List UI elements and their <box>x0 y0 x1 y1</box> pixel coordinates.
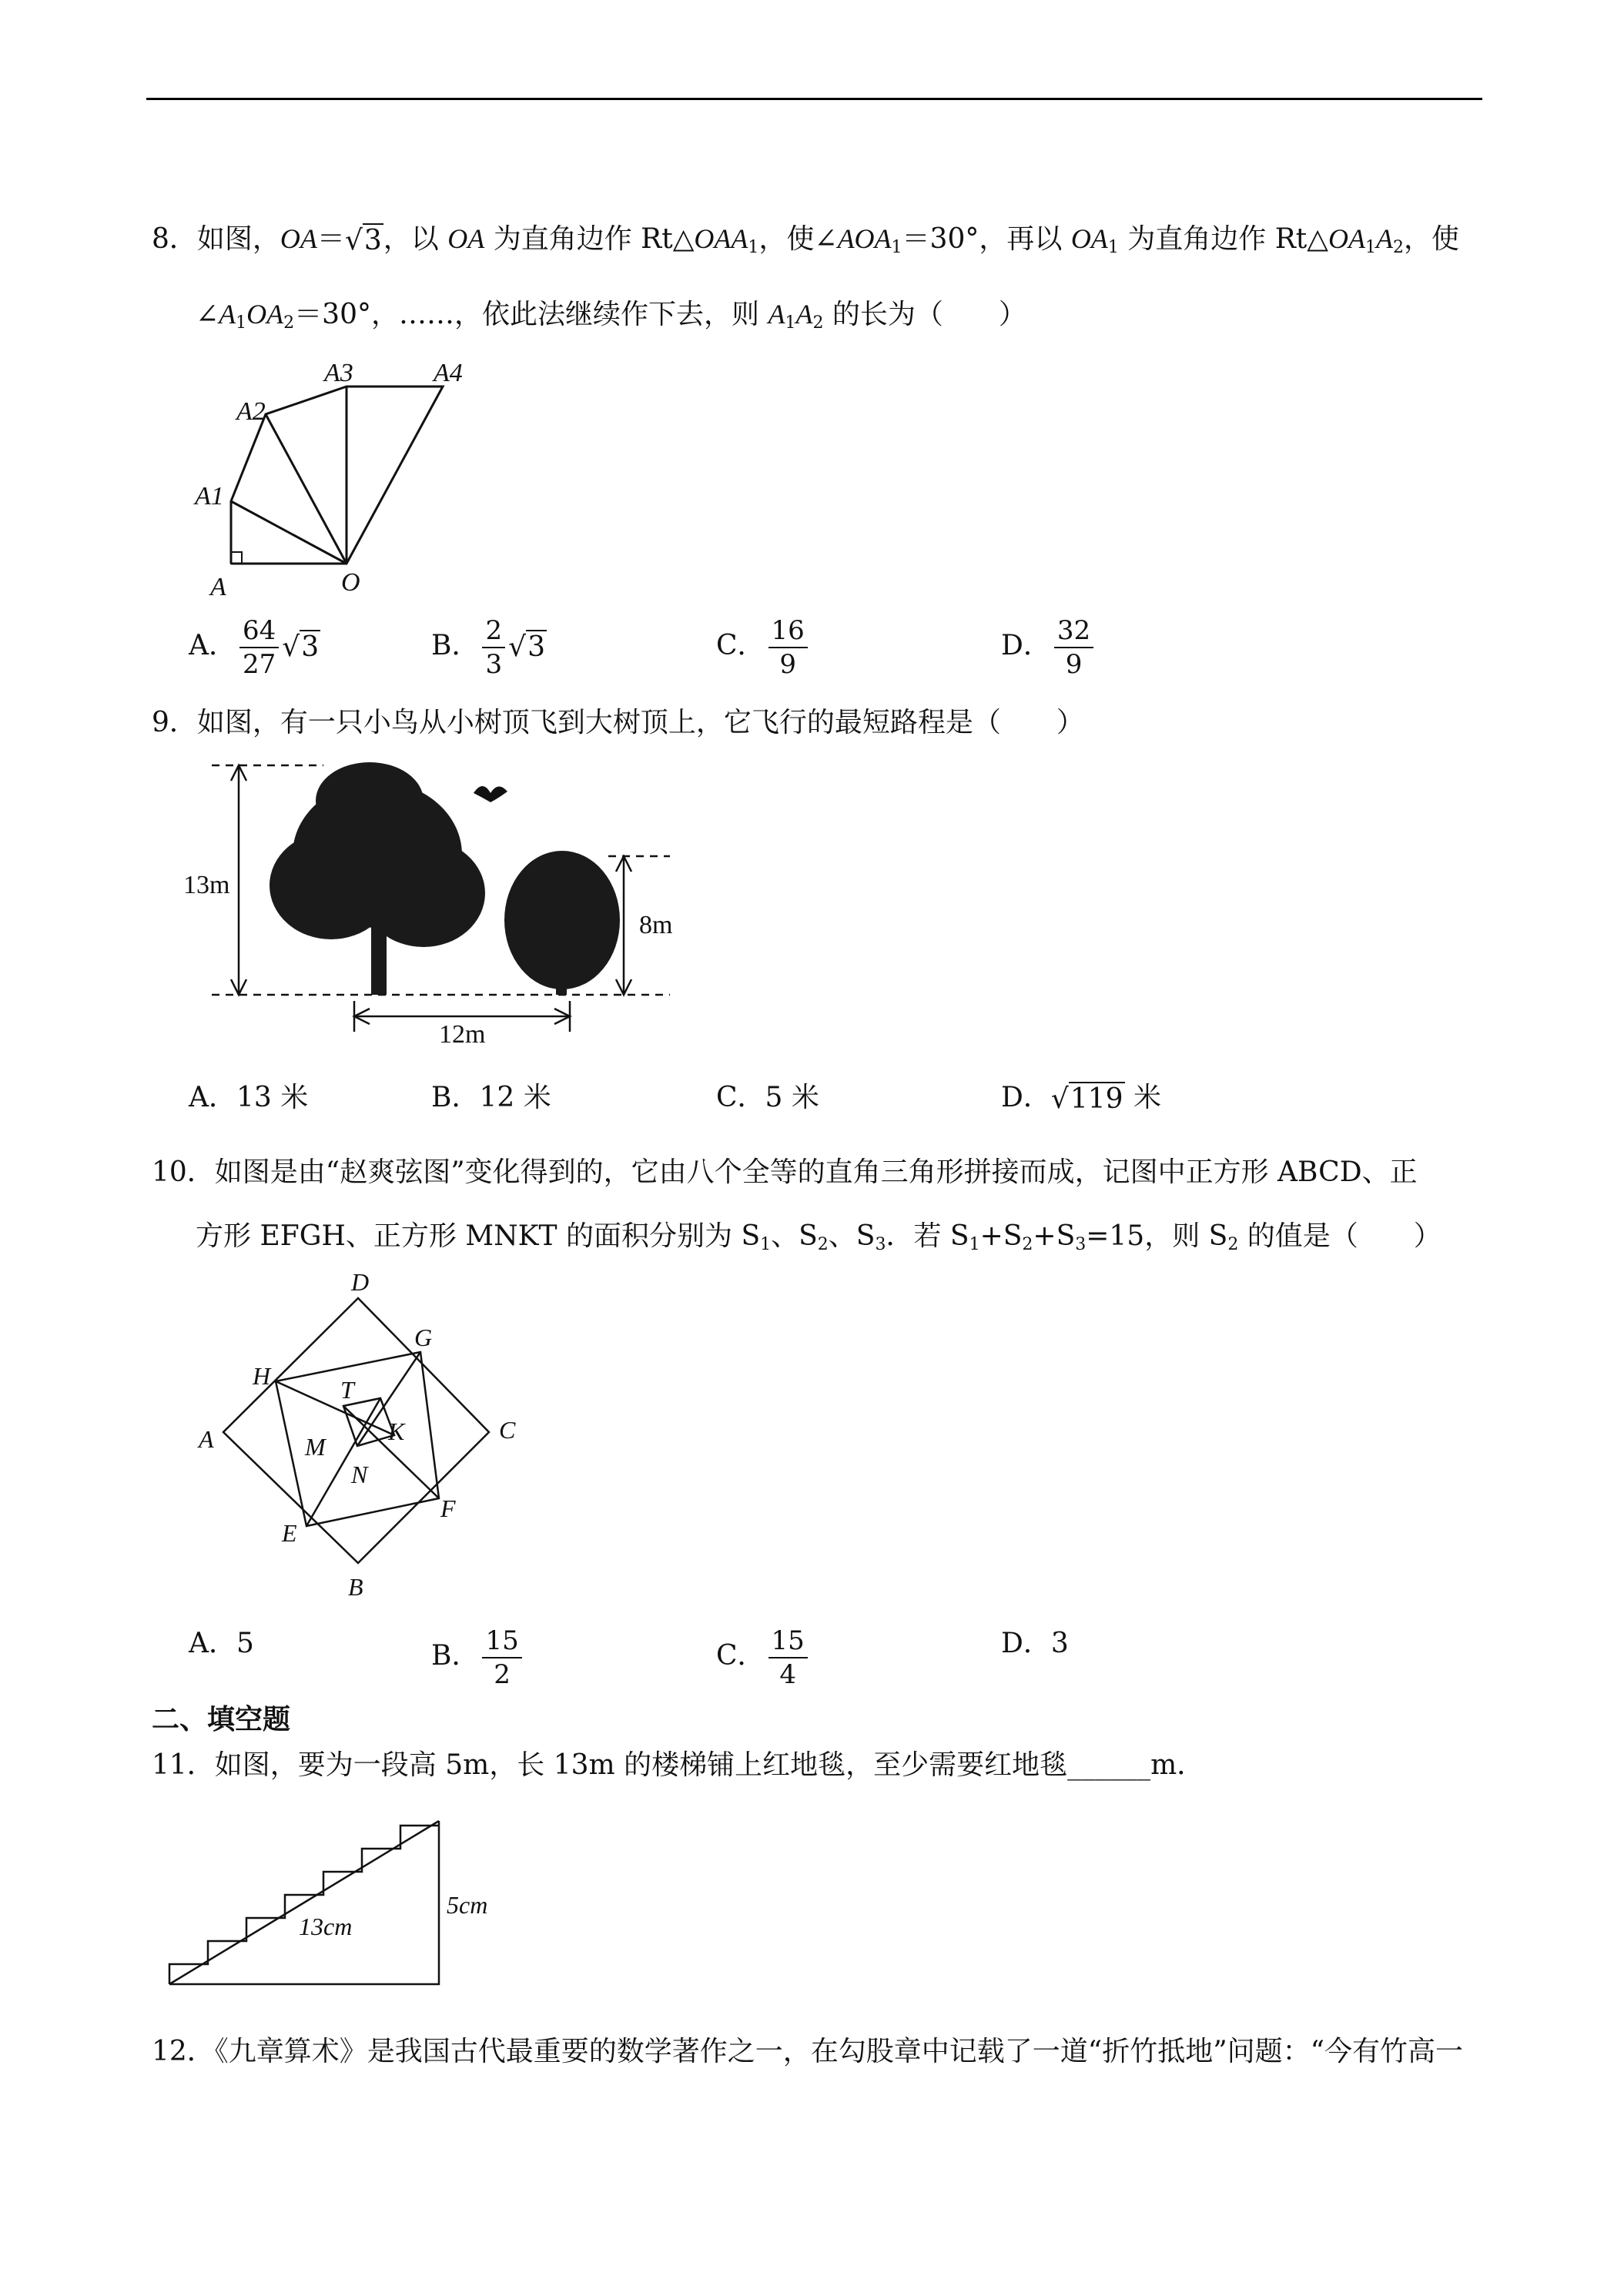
label-D: D <box>351 1268 370 1296</box>
q9-figure <box>177 755 701 1047</box>
section-title-fill-blank: 二、填空题 <box>152 1704 291 1735</box>
label-12m: 12m <box>439 1020 486 1047</box>
label-G: G <box>414 1324 433 1351</box>
q9-text: 9．如图，有一只小鸟从小树顶飞到大树顶上，它飞行的最短路程是（ ） <box>152 707 1084 738</box>
label-A2: A2 <box>236 397 266 426</box>
q10-line1: 10．如图是由“赵爽弦图”变化得到的，它由八个全等的直角三角形拼接而成，记图中正方形 ABCD、正 <box>152 1156 1418 1188</box>
q8-option-d[interactable]: D． $\frac{32}{9}$ <box>1001 616 1097 679</box>
label-A1: A1 <box>195 482 224 510</box>
q9-option-b[interactable]: B．12 米 <box>431 1082 551 1113</box>
q11-text: 11．如图，要为一段高 5m，长 13m 的楼梯铺上红地毯，至少需要红地毯______m． <box>152 1749 1205 1781</box>
label-8m: 8m <box>639 911 673 939</box>
label-13cm: 13cm <box>299 1913 353 1940</box>
label-A: A <box>199 1425 214 1453</box>
q10-option-b[interactable]: B． $\frac{15}{2}$ <box>431 1626 525 1689</box>
label-A3: A3 <box>324 359 353 387</box>
label-C: C <box>499 1416 516 1444</box>
q9-option-c[interactable]: C．5 米 <box>716 1082 819 1113</box>
q11-figure <box>162 1813 516 1998</box>
q8-option-b[interactable]: B． $\frac{2}{3}$ √3 <box>431 615 545 680</box>
small-tree-image <box>504 851 620 995</box>
q8-option-c[interactable]: C． $\frac{16}{9}$ <box>716 616 811 679</box>
label-M: M <box>305 1433 326 1461</box>
q10-option-c[interactable]: C． $\frac{15}{4}$ <box>716 1626 811 1689</box>
label-5cm: 5cm <box>447 1891 488 1919</box>
q10-option-a[interactable]: A．5 <box>189 1628 254 1659</box>
q8-line1: 8．如图，OA＝√3，以 OA 为直角边作 $Rt\triangle OAA_1$，使$\angle AOA_1=30^\circ$，再以 $OA_1$ 为直角边作 $Rt\triangle OA_1A_2$，使 <box>152 223 1459 257</box>
q9-option-d[interactable]: D．√119 米 <box>1001 1082 1161 1115</box>
sqrt-3: √3 <box>344 225 382 256</box>
q10-line2: 方形 EFGH、正方形 MNKT 的面积分别为 $S_1$、$S_2$、$S_3$．若 $S_1+S_2+S_3=15$，则 $S_2$ 的值是（ ） <box>196 1220 1442 1254</box>
label-O: O <box>341 568 360 597</box>
q12-text: 12．《九章算术》是我国古代最重要的数学著作之一，在勾股章中记载了一道“折竹抵地”问题：“今有竹高一 <box>152 2036 1464 2067</box>
label-F: F <box>440 1494 456 1522</box>
label-K: K <box>388 1417 405 1445</box>
label-N: N <box>351 1461 368 1488</box>
q8-option-a[interactable]: A． $\frac{64}{27}$ √3 <box>189 615 320 680</box>
big-tree-image <box>270 762 485 995</box>
label-H: H <box>253 1362 271 1390</box>
bird-icon <box>474 786 507 802</box>
q8-figure <box>189 350 481 604</box>
q10-option-d[interactable]: D．3 <box>1001 1628 1069 1659</box>
q10-figure <box>193 1263 531 1609</box>
label-E: E <box>282 1519 297 1547</box>
label-A4: A4 <box>434 359 463 387</box>
header-rule <box>146 98 1482 100</box>
q9-option-a[interactable]: A．13 米 <box>189 1082 309 1113</box>
label-A: A <box>210 573 226 601</box>
label-T: T <box>340 1376 354 1404</box>
label-B: B <box>348 1573 363 1601</box>
q8-line2: $\angle A_1OA_2=30^\circ$，……，依此法继续作下去，则 $A_1A_2$ 的长为（ ） <box>196 299 1026 333</box>
label-13m: 13m <box>183 871 230 899</box>
